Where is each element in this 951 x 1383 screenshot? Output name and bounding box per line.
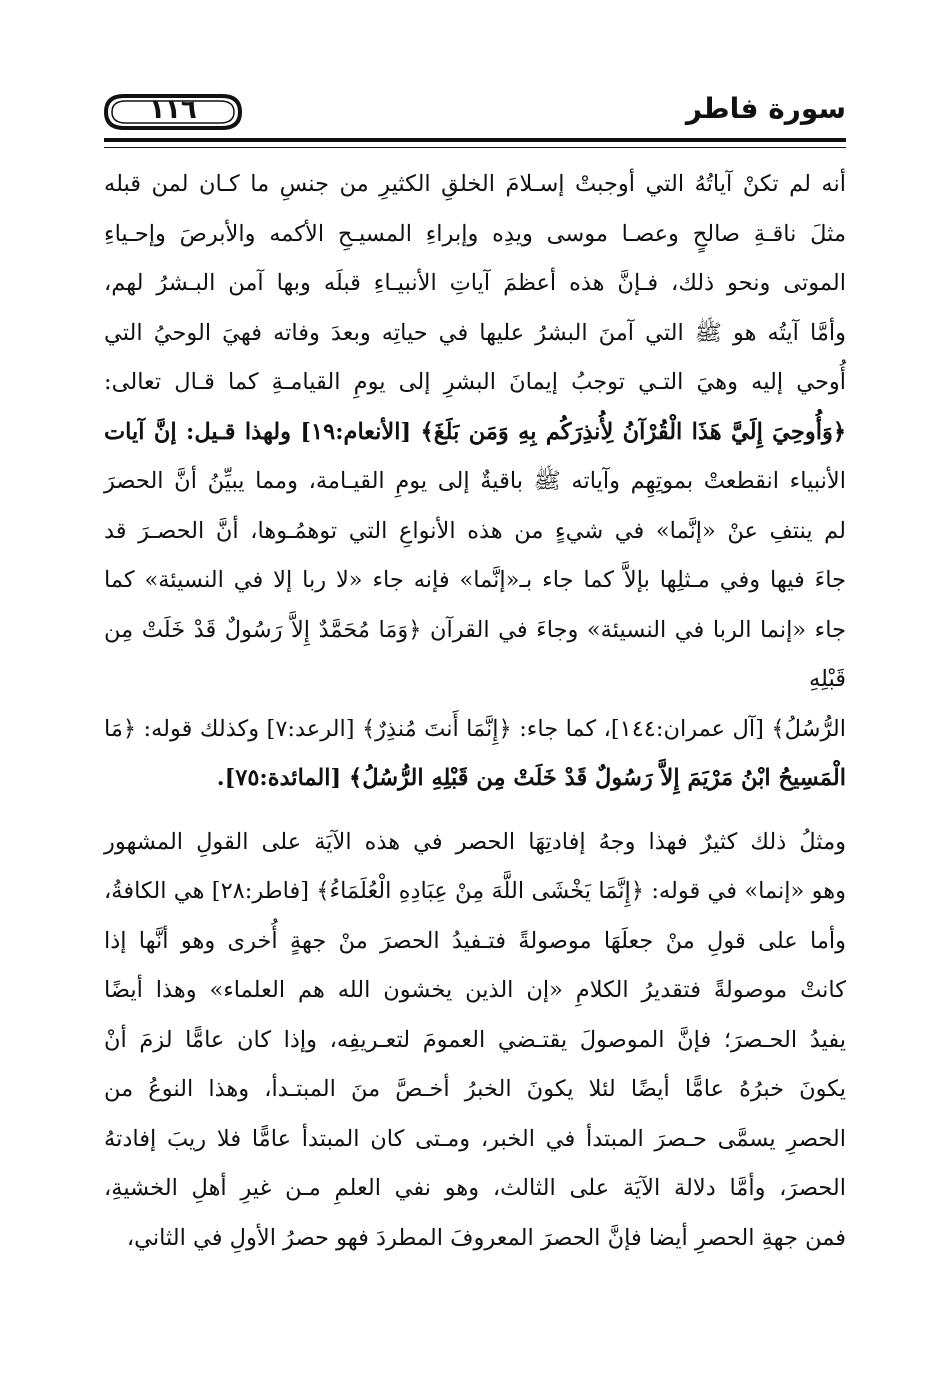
page-number-badge xyxy=(104,92,242,132)
text-line: فمن جهةِ الحصرِ أيضا فإنَّ الحصرَ المعروفَ المطردَ فهو حصرُ الأولِ في الثاني، xyxy=(126,1224,846,1251)
page-header xyxy=(104,82,846,142)
text-line: الرُّسُلُ﴾ [آل عمران:١٤٤]، كما جاء: ﴿إِنَّمَا أَنتَ مُنذِرٌ﴾ [الرعد:٧] وكذلك قوله: ﴿مَا xyxy=(104,715,846,742)
text-line: يكونَ خبرُهُ عامًّا أيضًا لئلا يكونَ الخبرُ أخـصَّ منَ المبتـدأ، وهذا النوعُ من xyxy=(104,1076,846,1102)
page-number: ١١٦ xyxy=(149,95,197,125)
text-line: ومثلُ ذلك كثيرٌ فهذا وجهُ إفادتِهَا الحصر في هذه الآيَة على القولِ المشهور xyxy=(104,828,846,855)
text-line: أنه لم تكنْ آياتُهُ التي أوجبتْ إسـلامَ الخلقِ الكثيرِ من جنسِ ما كـان لمن قبله xyxy=(104,171,846,197)
text-line: جاءَ فيها وفي مـثلِها بإلاَّ كما جاء بـ«إنَّما» فإنه جاء «لا ربا إلا في النسيئة» كما xyxy=(104,567,846,593)
text-line: وأما على قولِ منْ جعلَهَا موصولةً فتـفيدُ الحصرَ منْ جهةٍ أُخرى وهو أنَّها إذا xyxy=(104,927,846,954)
surah-title: سورة فاطر xyxy=(685,92,846,125)
text-line: الحصرَ، وأمَّا دلالة الآيَة على الثالث، وهو نفي العلمِ مـن غيرِ أهلِ الخشيةِ، xyxy=(104,1175,846,1201)
text-line: ﴿وَأُوحِيَ إِلَيَّ هَذَا الْقُرْآنُ لِأُنذِرَكُم بِهِ وَمَن بَلَغَ﴾ [الأنعام:١٩] ولهذا قـيل: إنَّ آيات xyxy=(104,418,846,445)
page-body xyxy=(104,160,846,1263)
text-line: مثلَ ناقـةِ صالحٍ وعصـا موسى ويدِه وإبراءِ المسيـحِ الأكمه والأبرصَ وإحـياءِ xyxy=(104,220,846,247)
text-line: كانتْ موصولةً فتقديرُ الكلامِ «إن الذين يخشون الله هم العلماء» وهذا أيضًا xyxy=(104,977,846,1003)
text-line: الأنبياء انقطعتْ بموتِهِم وآياته ﷺ باقيةٌ إلى يومِ القيـامة، ومما يبيِّنُ أنَّ الحصرَ xyxy=(104,468,846,494)
header-divider-thin xyxy=(104,147,846,148)
text-line: لم ينتفِ عنْ «إنَّما» في شيءٍ من هذه الأنواعِ التي توهمُـوها، أنَّ الحصـرَ قد xyxy=(104,517,846,544)
text-line: الْمَسِيحُ ابْنُ مَرْيَمَ إِلاَّ رَسُولٌ قَدْ خَلَتْ مِن قَبْلِهِ الرُّسُلُ﴾ [المائدة:٧٥]. xyxy=(216,765,846,791)
header-divider xyxy=(104,138,846,142)
text-line: أُوحي إليه وهيَ التـي توجبُ إيمانَ البشرِ إلى يومِ القيامـةِ كما قـال تعالى: xyxy=(104,369,846,395)
text-line: الحصرِ يسمَّى حـصرَ المبتدأ في الخبر، ومـتى كان المبتدأ عامًّا فلا ريبَ إفادتهُ xyxy=(104,1125,846,1152)
paragraph-2 xyxy=(104,818,846,1264)
text-line: يفيدُ الحـصرَ؛ فإنَّ الموصولَ يقتـضي العمومَ لتعـريفِه، وإذا كان عامًّا لزمَ أنْ xyxy=(104,1026,846,1053)
text-line: جاء «إنما الربا في النسيئة» وجاءَ في القرآن ﴿وَمَا مُحَمَّدٌ إِلاَّ رَسُولٌ قَدْ خَلَتْ مِن قَبْلِهِ xyxy=(104,616,846,692)
paragraph-1 xyxy=(104,160,846,804)
text-line: وهو «إنما» في قوله: ﴿إِنَّمَا يَخْشَى اللَّهَ مِنْ عِبَادِهِ الْعُلَمَاءُ﴾ [فاطر:٢٨] هي الكافةُ، xyxy=(104,878,846,904)
text-line: الموتى ونحو ذلك، فـإنَّ هذه أعظمَ آياتِ الأنبيـاءِ قبلَه وبها آمن البـشرُ لهم، xyxy=(104,270,846,296)
text-line: وأمَّا آيتُه هو ﷺ التي آمنَ البشرُ عليها في حياتِه وبعدَ وفاته فهيَ الوحيُ التي xyxy=(104,319,846,346)
